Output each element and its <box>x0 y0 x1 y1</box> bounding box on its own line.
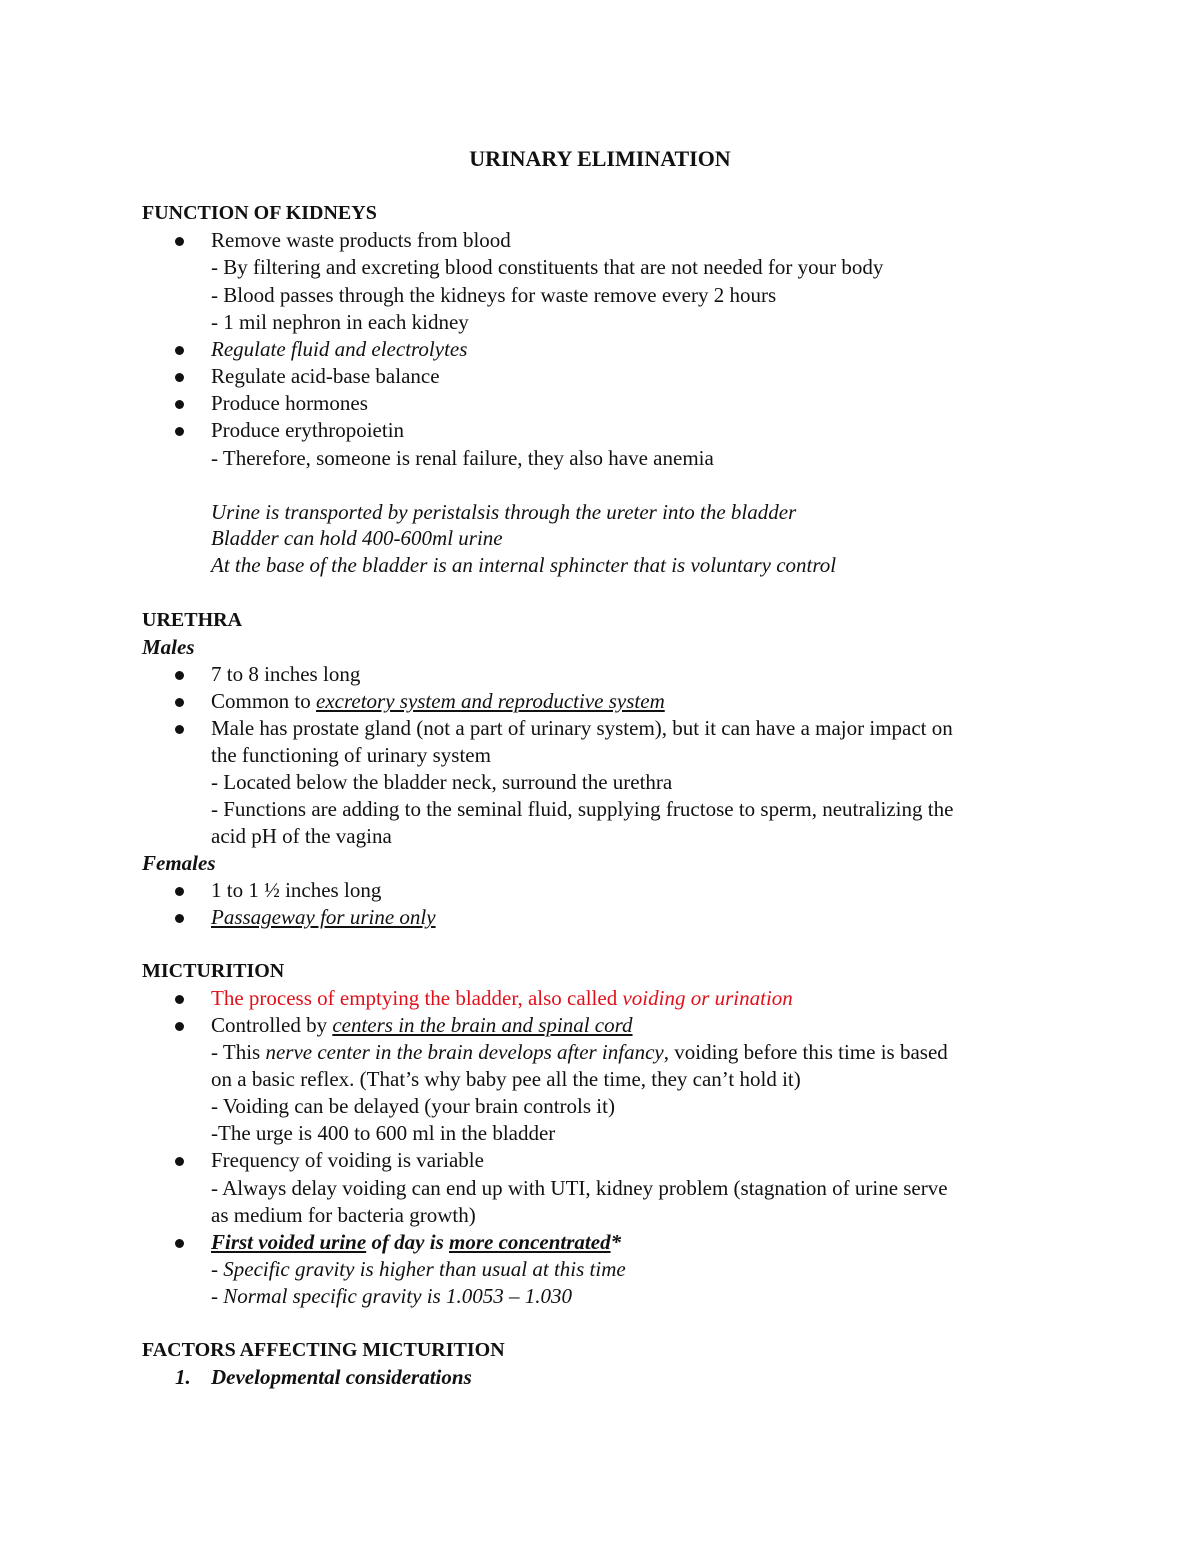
bullet-icon <box>175 427 184 436</box>
list-item <box>211 985 793 1012</box>
list-subitem: - Therefore, someone is renal failure, they also have anemia <box>211 446 714 470</box>
bullet-icon <box>175 725 184 734</box>
list-item: Remove waste products from blood <box>211 228 511 252</box>
list-item-text: The process of emptying the bladder, also called <box>211 986 623 1010</box>
list-item-text: * <box>610 1230 622 1254</box>
list-item <box>211 1229 621 1256</box>
list-subitem: - Voiding can be delayed (your brain controls it) <box>211 1094 615 1118</box>
list-item-text: - Specific gravity is higher than usual at this time <box>211 1257 626 1281</box>
list-item <box>211 904 436 931</box>
list-item: Produce erythropoietin <box>211 418 405 442</box>
bullet-icon <box>175 1022 184 1031</box>
note-text <box>211 552 836 579</box>
list-item-text: Common to <box>211 689 317 713</box>
emphasis-text: First voided urine <box>211 1230 367 1254</box>
bullet-icon <box>175 995 184 1004</box>
document-title: URINARY ELIMINATION <box>469 146 731 171</box>
emphasis-text: Passageway for urine only <box>211 905 436 929</box>
list-subitem: - By filtering and excreting blood constituents that are not needed for your body <box>211 255 884 279</box>
list-item <box>211 1012 633 1039</box>
list-subitem <box>211 1283 572 1310</box>
list-item-text: Regulate fluid and electrolytes <box>211 337 468 361</box>
list-subitem <box>211 1256 626 1283</box>
emphasis-text: excretory system and reproductive system <box>316 689 665 713</box>
list-subitem-continued: on a basic reflex. (That’s why baby pee all the time, they can’t hold it) <box>211 1067 801 1091</box>
subheading-males: Males <box>142 635 195 659</box>
list-item-text: - This <box>211 1040 266 1064</box>
emphasis-text: more concentrated <box>449 1230 611 1254</box>
note-text-inner: Bladder can hold 400-600ml urine <box>211 526 503 550</box>
list-subitem: - Blood passes through the kidneys for waste remove every 2 hours <box>211 283 777 307</box>
bullet-icon <box>175 1157 184 1166</box>
list-item-continued: the functioning of urinary system <box>211 743 491 767</box>
list-subitem: - Located below the bladder neck, surround the urethra <box>211 770 673 794</box>
bullet-icon <box>175 887 184 896</box>
section-heading-urethra: URETHRA <box>142 609 243 631</box>
note-text-inner: At the base of the bladder is an internal sphincter that is voluntary control <box>211 553 837 577</box>
list-item-text: of day is <box>366 1230 450 1254</box>
list-subitem: - Functions are adding to the seminal fluid, supplying fructose to sperm, neutralizing the <box>211 797 954 821</box>
bullet-icon <box>175 400 184 409</box>
note-text <box>211 499 796 526</box>
note-text <box>211 525 503 552</box>
bullet-icon <box>175 237 184 246</box>
list-subitem-continued: acid pH of the vagina <box>211 824 392 848</box>
list-item: Developmental considerations <box>211 1365 472 1389</box>
list-item: Male has prostate gland (not a part of urinary system), but it can have a major impact on <box>211 716 953 740</box>
list-subitem-continued: as medium for bacteria growth) <box>211 1203 476 1227</box>
list-item-text: Controlled by <box>211 1013 333 1037</box>
section-heading-kidneys: FUNCTION OF KIDNEYS <box>142 202 377 224</box>
list-item: Frequency of voiding is variable <box>211 1148 484 1172</box>
bullet-icon <box>175 1239 184 1248</box>
bullet-icon <box>175 698 184 707</box>
list-number: 1. <box>175 1365 191 1389</box>
bullet-icon <box>175 373 184 382</box>
list-subitem: -The urge is 400 to 600 ml in the bladder <box>211 1121 556 1145</box>
list-item <box>211 336 467 363</box>
bullet-icon <box>175 671 184 680</box>
list-subitem: - 1 mil nephron in each kidney <box>211 310 469 334</box>
bullet-icon <box>175 346 184 355</box>
list-item-text: - Normal specific gravity is 1.0053 – 1.030 <box>211 1284 573 1308</box>
list-subitem <box>211 1039 948 1066</box>
list-item: 7 to 8 inches long <box>211 662 361 686</box>
emphasis-text: voiding or urination <box>622 986 793 1010</box>
emphasis-text: centers in the brain and spinal cord <box>332 1013 633 1037</box>
list-item: Regulate acid-base balance <box>211 364 440 388</box>
emphasis-text: nerve center in the brain develops after infancy <box>265 1040 664 1064</box>
section-heading-micturition: MICTURITION <box>142 960 285 982</box>
list-subitem: - Always delay voiding can end up with UTI, kidney problem (stagnation of urine serve <box>211 1176 948 1200</box>
section-heading-factors: FACTORS AFFECTING MICTURITION <box>142 1339 505 1361</box>
list-item: Produce hormones <box>211 391 368 415</box>
note-text-inner: Urine is transported by peristalsis through the ureter into the bladder <box>211 500 797 524</box>
list-item <box>211 688 665 715</box>
list-item-text: , voiding before this time is based <box>663 1040 948 1064</box>
bullet-icon <box>175 914 184 923</box>
list-item: 1 to 1 ½ inches long <box>211 878 382 902</box>
subheading-females: Females <box>142 851 216 875</box>
